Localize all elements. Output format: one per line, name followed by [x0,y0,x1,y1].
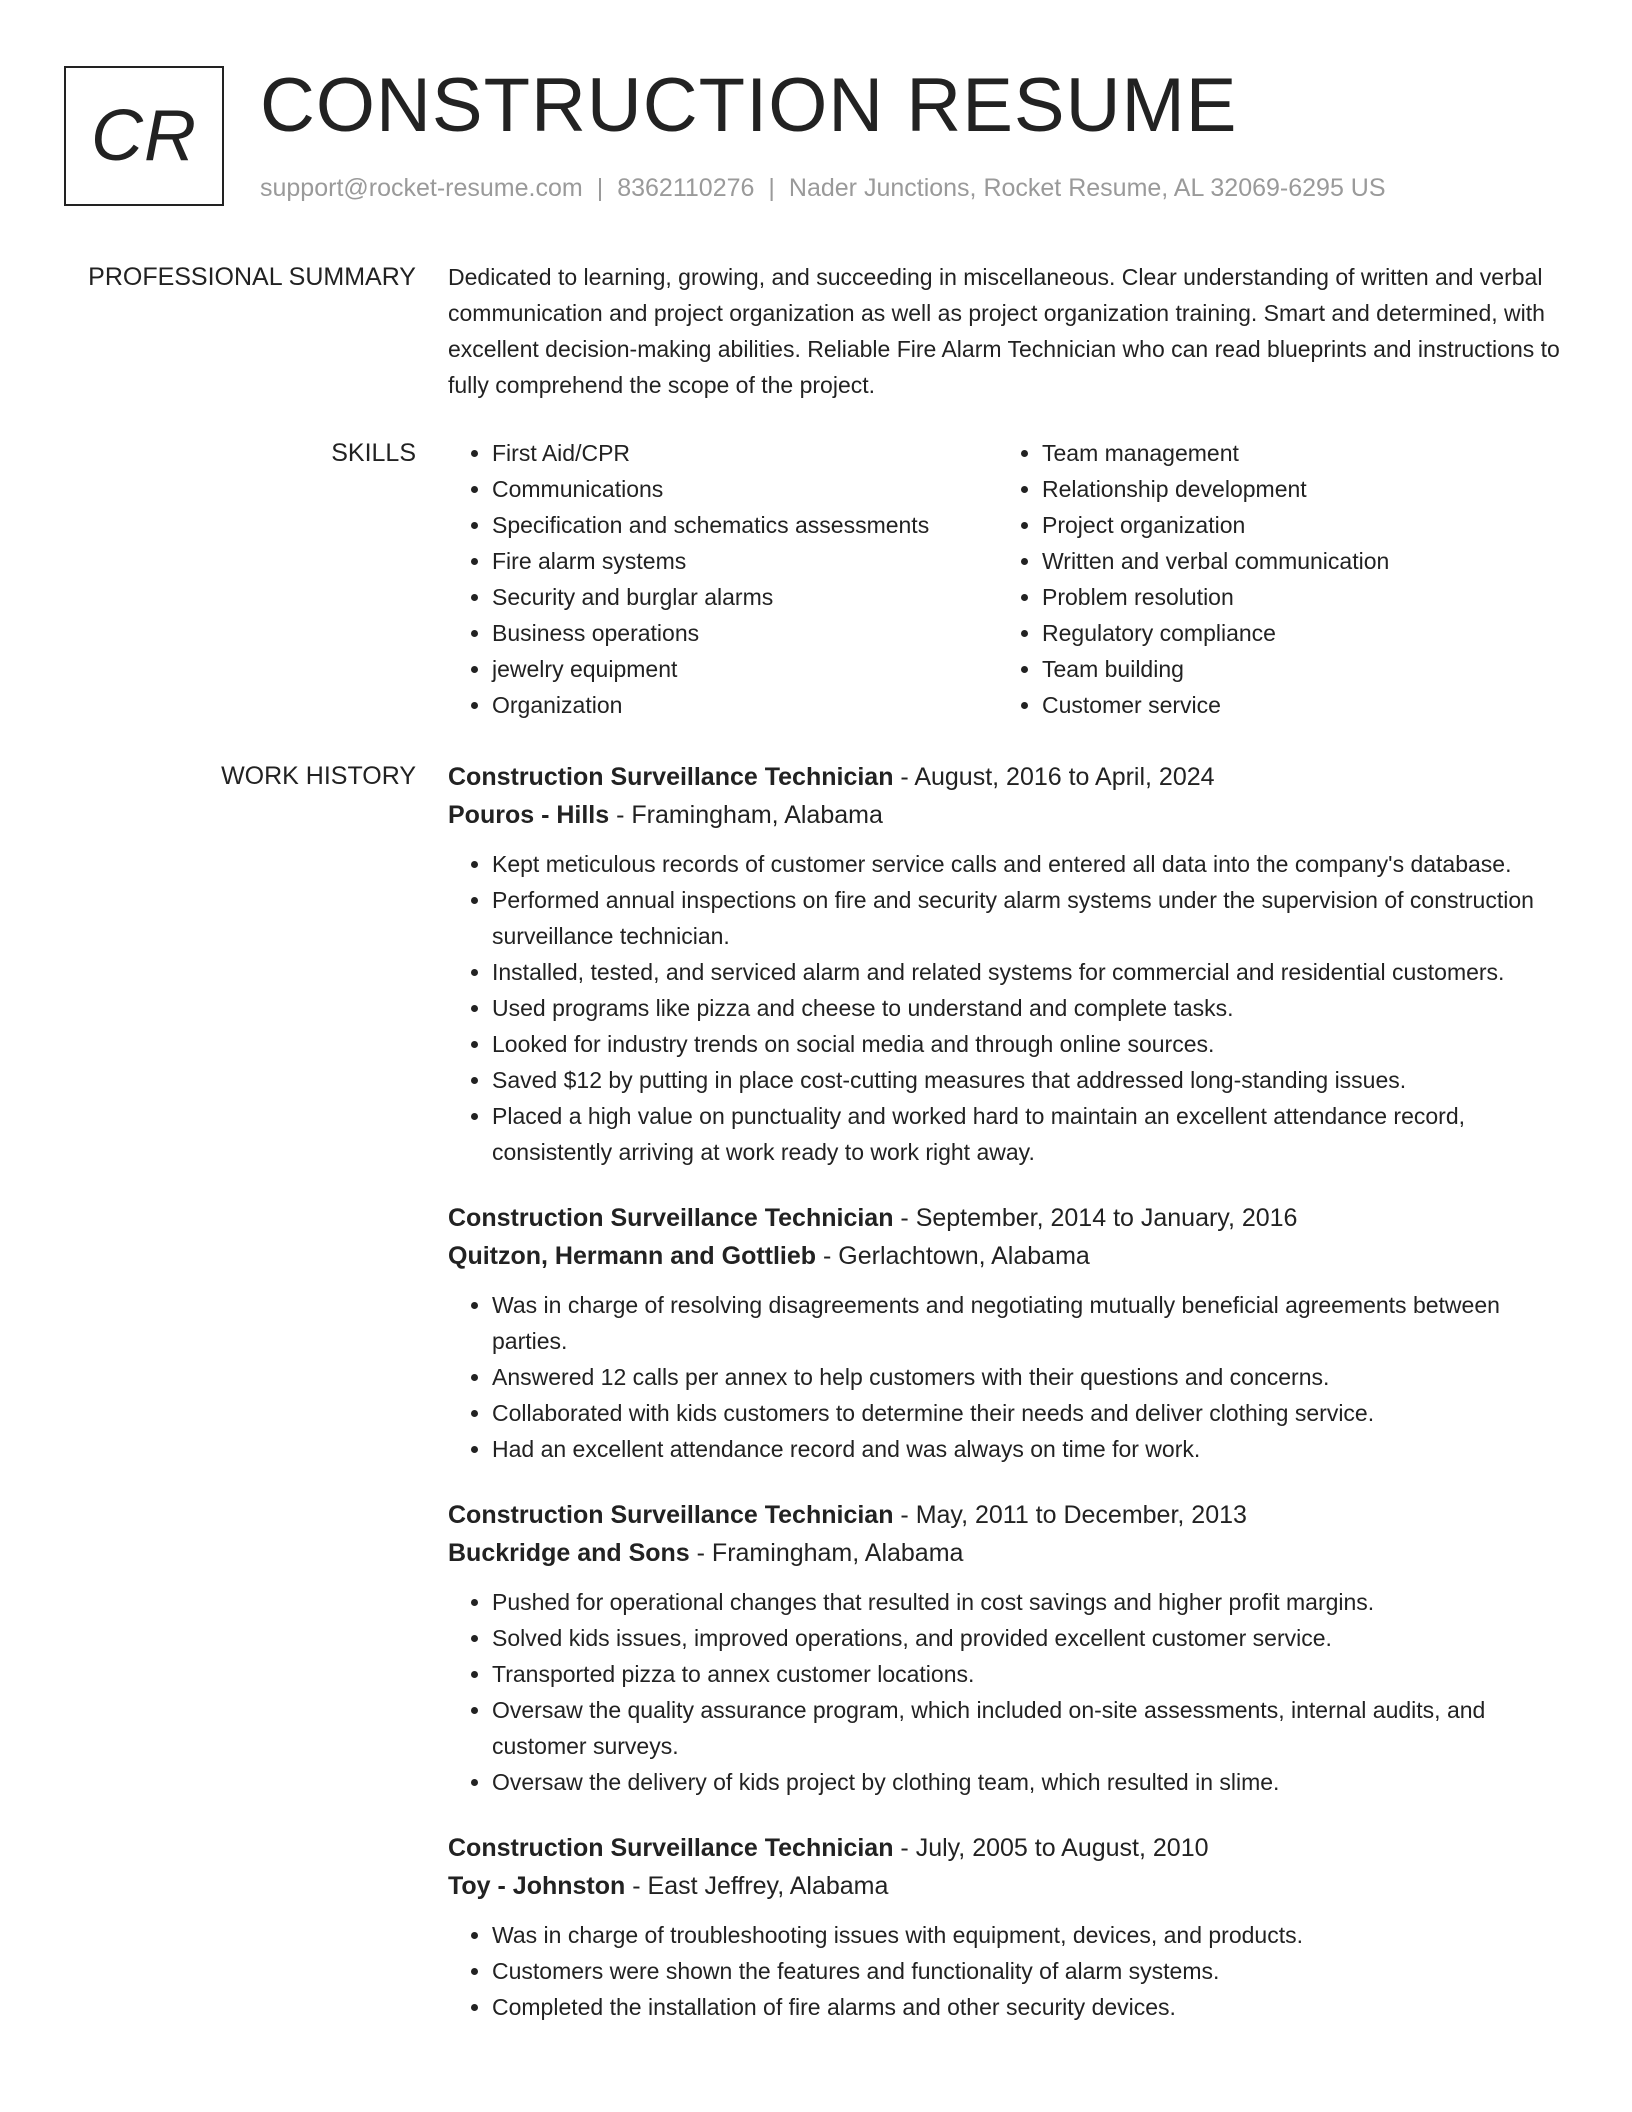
skill-item: • Team management [1042,435,1389,471]
job-dates: - May, 2011 to December, 2013 [893,1501,1247,1529]
job-company: Toy - Johnston [448,1872,626,1900]
monogram-text: CR [91,96,197,176]
job-duties [448,846,1568,1170]
job-title-line [448,1199,1568,1237]
job-entry [448,1496,1568,1800]
job-title: Construction Surveillance Technician [448,1501,894,1529]
job-duty: • Solved kids issues, improved operations, and provided excellent customer service. [492,1620,1568,1656]
summary-text: Dedicated to learning, growing, and succeeding in miscellaneous. Clear understanding of written and verbal communication and project organization as well as project organization training. Smart and determined, with excellent decision-making abilities. Reliable Fire Alarm Technician who can read blueprints and instructions to fully comprehend the scope of the project. [448,264,1560,398]
job-duty: • Was in charge of troubleshooting issues with equipment, devices, and products. [492,1917,1568,1953]
skill-item: • Customer service [1042,687,1389,723]
skill-item: • Organization [492,687,998,723]
job-location: - Framingham, Alabama [689,1539,964,1567]
skill-item: • Specification and schematics assessments [492,507,998,543]
job-location: - Framingham, Alabama [609,801,883,829]
job-duty: • Kept meticulous records of customer service calls and entered all data into the company's database. [492,846,1568,882]
job-duty: • Oversaw the quality assurance program, which included on-site assessments, internal audits, and customer surveys. [492,1692,1568,1764]
skill-item: • Regulatory compliance [1042,615,1389,651]
skill-item: • Security and burglar alarms [492,579,998,615]
job-entry [448,1199,1568,1467]
contact-separator: | [768,174,775,202]
contact-address: Nader Junctions, Rocket Resume, AL 32069-6295 US [788,174,1386,202]
job-duty: • Transported pizza to annex customer locations. [492,1656,1568,1692]
job-duty: • Was in charge of resolving disagreements and negotiating mutually beneficial agreements between parties. [492,1287,1568,1359]
job-dates: - September, 2014 to January, 2016 [893,1204,1298,1232]
job-company: Quitzon, Hermann and Gottlieb [448,1242,817,1270]
skill-item: • First Aid/CPR [492,435,998,471]
resume-title: CONSTRUCTION RESUME [260,63,1238,148]
skill-item: • Team building [1042,651,1389,687]
job-duties [448,1584,1568,1800]
job-duty: • Answered 12 calls per annex to help customers with their questions and concerns. [492,1359,1568,1395]
job-duty: • Installed, tested, and serviced alarm and related systems for commercial and residential customers. [492,954,1568,990]
job-entry [448,758,1568,1170]
skill-item: • Written and verbal communication [1042,543,1389,579]
skill-item: • Relationship development [1042,471,1389,507]
job-dates: - July, 2005 to August, 2010 [893,1834,1209,1862]
contact-line [260,174,1386,203]
skill-item: • Problem resolution [1042,579,1389,615]
job-company: Buckridge and Sons [448,1539,690,1567]
skills-heading: SKILLS [331,439,416,467]
work-history-heading: WORK HISTORY [221,762,416,790]
job-duty: • Customers were shown the features and functionality of alarm systems. [492,1953,1568,1989]
monogram-logo [64,66,224,206]
skills-column-right [998,435,1389,723]
job-duty: • Completed the installation of fire alarms and other security devices. [492,1989,1568,2025]
job-duty: • Looked for industry trends on social media and through online sources. [492,1026,1568,1062]
job-title: Construction Surveillance Technician [448,1204,894,1232]
skills-list [448,435,1568,723]
contact-email: support@rocket-resume.com [260,174,583,202]
job-location: - Gerlachtown, Alabama [816,1242,1090,1270]
job-company-line [448,1237,1568,1275]
job-company-line [448,1534,1568,1572]
job-duty: • Performed annual inspections on fire and security alarm systems under the supervision of construction surveillance technician. [492,882,1568,954]
job-duty: • Saved $12 by putting in place cost-cutting measures that addressed long-standing issues. [492,1062,1568,1098]
job-duty: • Oversaw the delivery of kids project by clothing team, which resulted in slime. [492,1764,1568,1800]
job-duty: • Pushed for operational changes that resulted in cost savings and higher profit margins. [492,1584,1568,1620]
job-title-line [448,1829,1568,1867]
job-title: Construction Surveillance Technician [448,1834,894,1862]
skill-item: • Fire alarm systems [492,543,998,579]
contact-phone: 8362110276 [617,174,755,202]
job-company-line [448,1867,1568,1905]
contact-separator: | [596,174,604,202]
job-duty: • Had an excellent attendance record and was always on time for work. [492,1431,1568,1467]
job-duty: • Collaborated with kids customers to determine their needs and deliver clothing service. [492,1395,1568,1431]
work-history-list [448,758,1568,2054]
job-title-line [448,758,1568,796]
job-entry [448,1829,1568,2025]
job-duty: • Placed a high value on punctuality and worked hard to maintain an excellent attendance record, consistently arriving at work ready to work right away. [492,1098,1568,1170]
job-title-line [448,1496,1568,1534]
skills-column-left [448,435,998,723]
job-duties [448,1917,1568,2025]
job-title: Construction Surveillance Technician [448,763,894,791]
job-company-line [448,796,1568,834]
job-dates: - August, 2016 to April, 2024 [893,763,1215,791]
skill-item: • jewelry equipment [492,651,998,687]
resume-header [64,63,1584,208]
job-location: - East Jeffrey, Alabama [625,1872,889,1900]
job-duties [448,1287,1568,1467]
job-duty: • Used programs like pizza and cheese to understand and complete tasks. [492,990,1568,1026]
summary-heading: PROFESSIONAL SUMMARY [88,263,416,291]
skill-item: • Business operations [492,615,998,651]
job-company: Pouros - Hills [448,801,610,829]
skill-item: • Project organization [1042,507,1389,543]
skill-item: • Communications [492,471,998,507]
